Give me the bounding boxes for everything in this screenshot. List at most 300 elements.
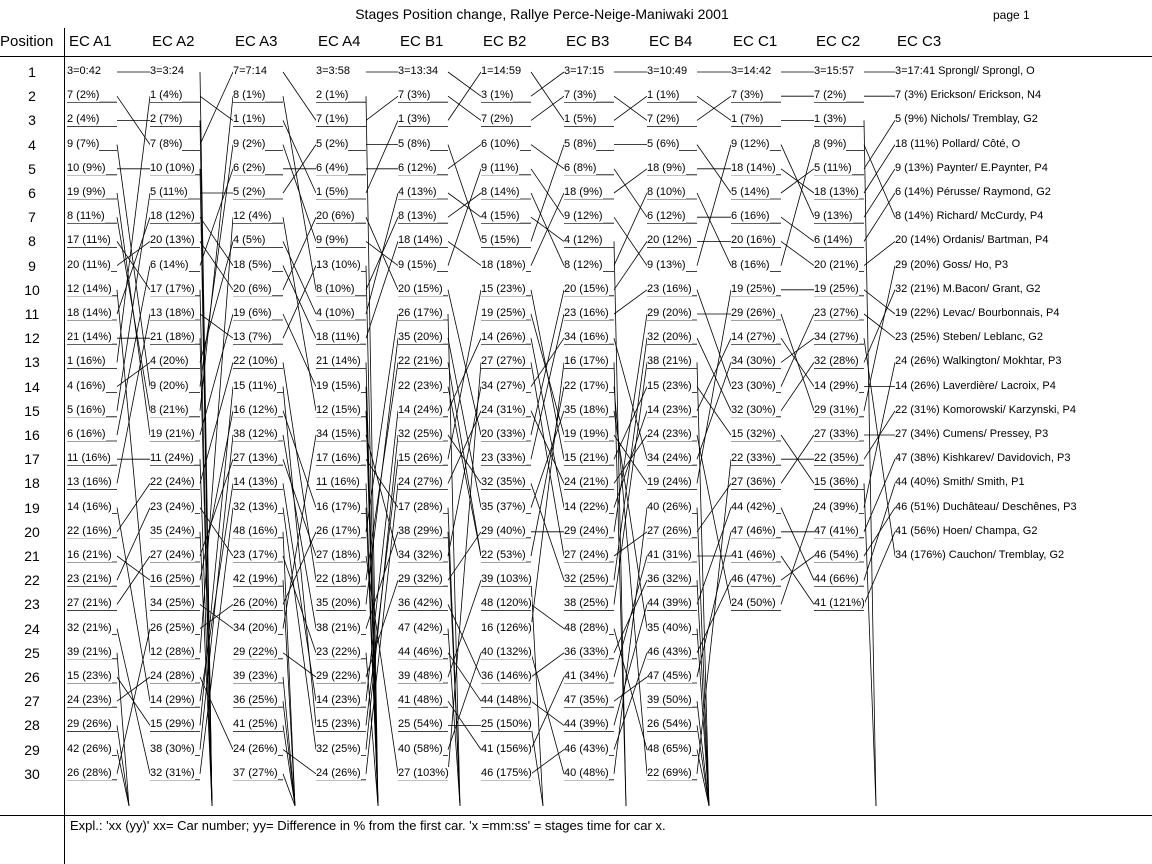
position-link xyxy=(448,96,481,120)
car-cell: 18 (14%) xyxy=(731,161,776,174)
position-link xyxy=(366,241,398,338)
position-link xyxy=(614,314,647,532)
car-cell: 34 (25%) xyxy=(150,597,195,610)
position-link xyxy=(448,145,481,169)
car-cell: 25 (150%) xyxy=(481,718,532,731)
car-cell: 41 (25%) xyxy=(233,718,278,731)
car-cell: 19 (15%) xyxy=(316,379,361,392)
car-cell: 5 (6%) xyxy=(647,137,680,150)
car-cell: 2 (1%) xyxy=(316,89,349,102)
position-link xyxy=(448,435,481,483)
car-cell: 19 (6%) xyxy=(233,307,272,319)
car-cell: 4 (16%) xyxy=(67,379,106,392)
car-cell: 5 (9%) Nichols/ Tremblay, G2 xyxy=(895,113,1038,126)
stage-winner-cell: 3=3:58 xyxy=(316,65,350,77)
car-cell: 7 (8%) xyxy=(150,137,183,150)
car-cell: 1 (5%) xyxy=(316,186,349,198)
position-number: 18 xyxy=(24,475,40,492)
position-number: 24 xyxy=(24,620,40,637)
car-cell: 18 (14%) xyxy=(67,307,112,319)
car-cell: 10 (10%) xyxy=(150,161,195,174)
car-cell: 14 (26%) xyxy=(481,331,526,344)
car-cell: 5 (11%) xyxy=(150,186,188,198)
car-cell: 9 (2%) xyxy=(233,137,266,150)
position-number: 15 xyxy=(24,402,40,419)
car-cell: 23 (17%) xyxy=(233,549,278,561)
car-cell: 32 (25%) xyxy=(316,742,361,755)
car-cell: 46 (47%) xyxy=(731,573,776,586)
car-cell: 11 (16%) xyxy=(67,452,111,465)
car-cell: 20 (11%) xyxy=(67,258,111,271)
position-number: 28 xyxy=(24,717,40,734)
car-cell: 14 (23%) xyxy=(316,694,361,707)
chart-title: Stages Position change, Rallye Perce-Neige-Maniwaki 2001 xyxy=(355,6,729,22)
car-cell: 39 (21%) xyxy=(67,645,112,658)
car-cell: 38 (25%) xyxy=(564,597,609,610)
car-cell: 23 (21%) xyxy=(67,573,112,586)
car-cell: 46 (54%) xyxy=(814,549,859,561)
car-cell: 24 (28%) xyxy=(150,670,195,682)
car-cell: 7 (3%) Erickson/ Erickson, N4 xyxy=(895,89,1042,102)
stage-header: EC A2 xyxy=(152,33,195,50)
position-link xyxy=(864,145,895,193)
car-cell: 8 (12%) xyxy=(564,258,603,271)
car-cell: 34 (32%) xyxy=(398,549,443,561)
car-cell: 13 (16%) xyxy=(67,476,112,489)
car-cell: 48 (16%) xyxy=(233,524,278,537)
car-cell: 24 (27%) xyxy=(398,476,443,489)
position-link xyxy=(200,677,233,750)
car-cell: 24 (31%) xyxy=(481,403,526,416)
position-link xyxy=(864,483,876,806)
car-cell: 26 (20%) xyxy=(233,597,278,610)
car-cell: 10 (9%) xyxy=(67,161,106,174)
position-link xyxy=(117,290,150,653)
car-cell: 15 (23%) xyxy=(647,379,692,392)
car-cell: 3 (1%) xyxy=(481,89,514,102)
car-cell: 9 (11%) xyxy=(481,161,519,174)
car-cell: 18 (11%) xyxy=(316,331,360,344)
car-cell: 27 (27%) xyxy=(481,355,526,368)
car-cell: 15 (23%) xyxy=(316,718,361,731)
car-cell: 1 (5%) xyxy=(564,113,597,126)
position-number: 17 xyxy=(24,451,40,468)
car-cell: 14 (27%) xyxy=(731,331,776,344)
car-cell: 37 (27%) xyxy=(233,766,278,779)
position-number: 6 xyxy=(28,185,36,201)
position-link xyxy=(448,72,481,120)
position-link xyxy=(531,72,564,120)
car-cell: 22 (17%) xyxy=(564,379,609,392)
car-cell: 39 (103%) xyxy=(481,573,532,586)
car-cell: 24 (39%) xyxy=(814,500,859,513)
position-link xyxy=(531,145,564,169)
position-link xyxy=(781,362,814,410)
car-cell: 16 (17%) xyxy=(564,355,609,368)
car-cell: 18 (12%) xyxy=(150,210,195,223)
car-cell: 6 (8%) xyxy=(564,161,597,174)
car-cell: 15 (11%) xyxy=(233,379,277,392)
position-link xyxy=(448,653,481,701)
position-link xyxy=(366,96,398,120)
position-link xyxy=(283,362,316,580)
car-cell: 22 (53%) xyxy=(481,549,526,561)
car-cell: 5 (16%) xyxy=(67,403,106,416)
car-cell: 18 (9%) xyxy=(647,161,686,174)
car-cell: 11 (16%) xyxy=(316,476,360,489)
car-cell: 32 (21%) xyxy=(67,621,112,634)
car-cell: 13 (18%) xyxy=(150,307,195,319)
car-cell: 34 (27%) xyxy=(481,379,526,392)
car-cell: 6 (14%) xyxy=(150,258,189,271)
car-cell: 29 (31%) xyxy=(814,403,859,416)
car-cell: 15 (23%) xyxy=(481,282,526,295)
car-cell: 19 (25%) xyxy=(731,282,776,295)
car-cell: 15 (23%) xyxy=(67,670,112,682)
position-link xyxy=(614,604,647,725)
car-cell: 15 (29%) xyxy=(150,718,195,731)
car-cell: 46 (51%) Duchâteau/ Deschênes, P3 xyxy=(895,500,1077,513)
position-link xyxy=(781,217,814,241)
position-link xyxy=(531,72,564,96)
position-number: 14 xyxy=(24,378,40,395)
position-link xyxy=(781,556,814,580)
car-cell: 8 (14%) Richard/ McCurdy, P4 xyxy=(895,210,1044,223)
stage-winner-cell: 3=13:34 xyxy=(398,65,439,77)
car-cell: 40 (26%) xyxy=(647,500,692,513)
position-link xyxy=(864,120,876,806)
stage-header: EC B4 xyxy=(649,33,693,50)
position-link xyxy=(283,508,316,750)
car-cell: 8 (13%) xyxy=(398,210,437,223)
car-cell: 19 (21%) xyxy=(150,428,195,440)
position-link xyxy=(448,241,481,265)
car-cell: 9 (20%) xyxy=(150,379,189,392)
position-number: 16 xyxy=(24,427,40,443)
car-cell: 23 (27%) xyxy=(814,307,859,319)
position-number: 21 xyxy=(24,548,40,564)
car-cell: 5 (8%) xyxy=(564,137,597,150)
car-cell: 36 (25%) xyxy=(233,694,278,707)
car-cell: 41 (121%) xyxy=(814,597,865,610)
car-cell: 5 (2%) xyxy=(233,186,266,198)
position-link xyxy=(614,677,647,701)
car-cell: 24 (23%) xyxy=(647,428,692,440)
position-link xyxy=(781,314,814,387)
car-cell: 1 (7%) xyxy=(731,113,764,126)
car-cell: 26 (54%) xyxy=(647,718,692,731)
car-cell: 15 (32%) xyxy=(731,428,776,440)
car-cell: 34 (27%) xyxy=(814,331,859,344)
position-link xyxy=(448,145,481,242)
position-link xyxy=(283,314,316,387)
position-link xyxy=(117,193,150,411)
car-cell: 29 (26%) xyxy=(731,307,776,319)
car-cell: 14 (29%) xyxy=(150,694,195,707)
position-link xyxy=(781,556,814,604)
car-cell: 18 (14%) xyxy=(398,234,443,247)
car-cell: 16 (25%) xyxy=(150,573,195,586)
car-cell: 20 (6%) xyxy=(233,282,272,295)
position-link xyxy=(781,145,814,266)
car-cell: 21 (18%) xyxy=(150,331,195,344)
car-cell: 27 (26%) xyxy=(647,524,692,537)
car-cell: 46 (43%) xyxy=(564,742,609,755)
car-cell: 6 (14%) Pérusse/ Raymond, G2 xyxy=(895,186,1051,198)
car-cell: 17 (28%) xyxy=(398,500,443,513)
position-link xyxy=(117,483,150,531)
position-link xyxy=(697,580,709,806)
car-cell: 8 (10%) xyxy=(647,186,686,198)
car-cell: 7 (2%) xyxy=(67,89,100,102)
position-number: 23 xyxy=(24,596,40,613)
stage-header: EC C2 xyxy=(816,33,861,50)
position-number: 13 xyxy=(24,354,40,371)
stage-winner-cell: 7=7:14 xyxy=(233,65,267,77)
position-link xyxy=(200,96,233,411)
car-cell: 20 (14%) Ordanis/ Bartman, P4 xyxy=(895,234,1049,247)
car-cell: 9 (12%) xyxy=(731,137,770,150)
car-cell: 24 (26%) xyxy=(233,742,278,755)
car-cell: 2 (4%) xyxy=(67,113,100,126)
car-cell: 6 (12%) xyxy=(647,210,686,223)
car-cell: 24 (26%) xyxy=(316,766,361,779)
car-cell: 18 (9%) xyxy=(564,186,603,198)
position-link xyxy=(283,241,316,314)
car-cell: 36 (33%) xyxy=(564,645,609,658)
position-link xyxy=(283,411,316,508)
car-cell: 22 (10%) xyxy=(233,355,278,368)
car-cell: 42 (26%) xyxy=(67,742,112,755)
car-cell: 26 (28%) xyxy=(67,766,112,779)
stage-winner-cell: 3=17:41 Sprongl/ Sprongl, O xyxy=(895,65,1035,77)
car-cell: 12 (4%) xyxy=(233,210,272,223)
car-cell: 21 (14%) xyxy=(67,331,112,344)
position-link xyxy=(531,362,564,628)
car-cell: 23 (25%) Steben/ Leblanc, G2 xyxy=(895,331,1043,344)
car-cell: 5 (11%) xyxy=(814,161,852,174)
car-cell: 27 (24%) xyxy=(564,549,609,561)
car-cell: 4 (20%) xyxy=(150,355,189,368)
car-cell: 19 (24%) xyxy=(647,476,692,489)
car-cell: 20 (15%) xyxy=(564,282,609,295)
car-cell: 16 (126%) xyxy=(481,621,532,634)
car-cell: 1 (1%) xyxy=(233,113,266,126)
position-link xyxy=(614,241,626,806)
car-cell: 44 (40%) Smith/ Smith, P1 xyxy=(895,476,1025,489)
car-cell: 7 (2%) xyxy=(481,113,514,126)
position-number: 4 xyxy=(28,136,36,153)
car-cell: 16 (17%) xyxy=(316,500,361,513)
position-number: 1 xyxy=(28,64,36,80)
car-cell: 7 (1%) xyxy=(316,113,349,126)
car-cell: 7 (3%) xyxy=(731,89,764,102)
car-cell: 22 (21%) xyxy=(398,355,443,368)
car-cell: 44 (46%) xyxy=(398,645,443,658)
car-cell: 20 (21%) xyxy=(814,258,859,271)
car-cell: 35 (40%) xyxy=(647,621,692,634)
position-link xyxy=(697,435,731,604)
car-cell: 16 (12%) xyxy=(233,403,278,416)
car-cell: 6 (14%) xyxy=(814,234,853,247)
position-link xyxy=(448,169,481,266)
car-cell: 19 (25%) xyxy=(814,282,859,295)
car-cell: 7 (2%) xyxy=(814,89,847,102)
car-cell: 29 (20%) xyxy=(647,307,692,319)
car-cell: 5 (15%) xyxy=(481,234,520,247)
car-cell: 42 (19%) xyxy=(233,573,278,586)
car-cell: 36 (32%) xyxy=(647,573,692,586)
stage-header: EC A4 xyxy=(318,33,361,50)
position-link xyxy=(531,604,564,628)
car-cell: 9 (13%) xyxy=(814,210,853,223)
car-cell: 20 (33%) xyxy=(481,428,526,440)
car-cell: 39 (48%) xyxy=(398,670,443,682)
position-link xyxy=(366,120,398,193)
position-number: 19 xyxy=(24,499,40,516)
car-cell: 6 (16%) xyxy=(67,428,106,440)
position-link xyxy=(864,290,895,363)
car-cell: 29 (40%) xyxy=(481,524,526,537)
position-link xyxy=(448,72,481,96)
car-cell: 12 (15%) xyxy=(316,403,361,416)
position-number: 8 xyxy=(28,233,36,250)
car-cell: 4 (5%) xyxy=(233,234,266,247)
car-cell: 29 (32%) xyxy=(398,573,443,586)
car-cell: 32 (13%) xyxy=(233,500,278,513)
car-cell: 48 (120%) xyxy=(481,597,532,610)
position-link xyxy=(697,362,731,459)
position-number: 9 xyxy=(28,257,36,274)
position-link xyxy=(614,193,647,266)
car-cell: 32 (35%) xyxy=(481,476,526,489)
car-cell: 14 (13%) xyxy=(233,476,278,489)
position-link xyxy=(531,314,564,459)
car-cell: 18 (5%) xyxy=(233,258,272,271)
car-cell: 8 (9%) xyxy=(814,137,847,150)
car-cell: 32 (25%) xyxy=(564,573,609,586)
position-link xyxy=(614,362,626,806)
position-link xyxy=(531,96,564,120)
position-link xyxy=(117,556,150,580)
car-cell: 47 (38%) Kishkarev/ Davidovich, P3 xyxy=(895,452,1071,465)
car-cell: 47 (46%) xyxy=(731,524,776,537)
position-link xyxy=(697,290,731,387)
position-link xyxy=(864,169,895,217)
car-cell: 11 (24%) xyxy=(150,452,194,465)
car-cell: 9 (13%) xyxy=(647,258,686,271)
position-link xyxy=(283,217,316,290)
car-cell: 23 (16%) xyxy=(647,282,692,295)
car-cell: 12 (14%) xyxy=(67,282,112,295)
car-cell: 13 (10%) xyxy=(316,258,361,271)
position-link xyxy=(614,241,647,289)
car-cell: 27 (36%) xyxy=(731,476,776,489)
car-cell: 47 (42%) xyxy=(398,621,443,634)
position-number: 27 xyxy=(24,693,40,710)
car-cell: 44 (148%) xyxy=(481,694,532,707)
position-number: 20 xyxy=(24,523,40,540)
car-cell: 8 (10%) xyxy=(316,282,355,295)
position-link xyxy=(614,411,647,629)
car-cell: 1 (16%) xyxy=(67,355,106,368)
position-link xyxy=(864,241,895,265)
car-cell: 40 (48%) xyxy=(564,766,609,779)
car-cell: 32 (31%) xyxy=(150,766,195,779)
car-cell: 34 (20%) xyxy=(233,621,278,634)
car-cell: 39 (23%) xyxy=(233,670,278,682)
car-cell: 14 (26%) Laverdière/ Lacroix, P4 xyxy=(895,379,1056,392)
position-link xyxy=(531,750,564,774)
car-cell: 14 (29%) xyxy=(814,379,859,392)
car-cell: 18 (11%) Pollard/ Côté, O xyxy=(895,137,1021,150)
car-cell: 48 (65%) xyxy=(647,742,692,755)
car-cell: 46 (175%) xyxy=(481,766,532,779)
car-cell: 41 (48%) xyxy=(398,694,443,707)
car-cell: 23 (24%) xyxy=(150,500,195,513)
page-label: page 1 xyxy=(993,8,1030,22)
car-cell: 4 (10%) xyxy=(316,307,355,319)
car-cell: 15 (36%) xyxy=(814,476,859,489)
position-link xyxy=(117,750,129,806)
car-cell: 1 (1%) xyxy=(647,89,680,102)
car-cell: 6 (4%) xyxy=(316,161,349,174)
position-number: 29 xyxy=(24,741,40,758)
stage-header: EC B2 xyxy=(483,33,527,50)
car-cell: 21 (14%) xyxy=(316,355,361,368)
position-link xyxy=(781,508,814,581)
position-link xyxy=(781,241,814,265)
car-cell: 8 (1%) xyxy=(233,89,266,102)
position-link xyxy=(614,169,647,193)
car-cell: 41 (156%) xyxy=(481,742,532,755)
stage-winner-cell: 3=10:49 xyxy=(647,65,688,77)
position-number: 26 xyxy=(24,669,40,685)
car-cell: 8 (11%) xyxy=(67,210,105,223)
car-cell: 7 (3%) xyxy=(564,89,597,102)
car-cell: 47 (41%) xyxy=(814,524,859,537)
car-cell: 44 (42%) xyxy=(731,500,776,513)
car-cell: 36 (146%) xyxy=(481,670,532,682)
car-cell: 9 (12%) xyxy=(564,210,603,223)
position-link xyxy=(614,556,647,677)
stage-winner-cell: 3=17:15 xyxy=(564,65,605,77)
position-link xyxy=(697,290,731,484)
car-cell: 19 (22%) Levac/ Bourbonnais, P4 xyxy=(895,307,1060,319)
position-link xyxy=(697,459,731,774)
car-cell: 6 (2%) xyxy=(233,161,266,174)
car-cell: 47 (45%) xyxy=(647,670,692,682)
position-link xyxy=(200,72,233,145)
position-number: 12 xyxy=(24,330,40,347)
position-link xyxy=(283,750,316,774)
position-link xyxy=(864,266,895,411)
car-cell: 19 (25%) xyxy=(481,307,526,319)
position-number: 3 xyxy=(28,112,36,129)
car-cell: 38 (12%) xyxy=(233,428,278,440)
car-cell: 9 (15%) xyxy=(398,258,437,271)
car-cell: 26 (17%) xyxy=(398,307,443,319)
car-cell: 17 (16%) xyxy=(316,452,361,465)
position-link xyxy=(117,508,150,581)
car-cell: 32 (28%) xyxy=(814,355,859,368)
car-cell: 23 (30%) xyxy=(731,379,776,392)
car-cell: 26 (25%) xyxy=(150,621,195,634)
car-cell: 44 (39%) xyxy=(564,718,609,731)
car-cell: 35 (20%) xyxy=(398,331,443,344)
car-cell: 29 (24%) xyxy=(564,524,609,537)
car-cell: 22 (16%) xyxy=(67,524,112,537)
